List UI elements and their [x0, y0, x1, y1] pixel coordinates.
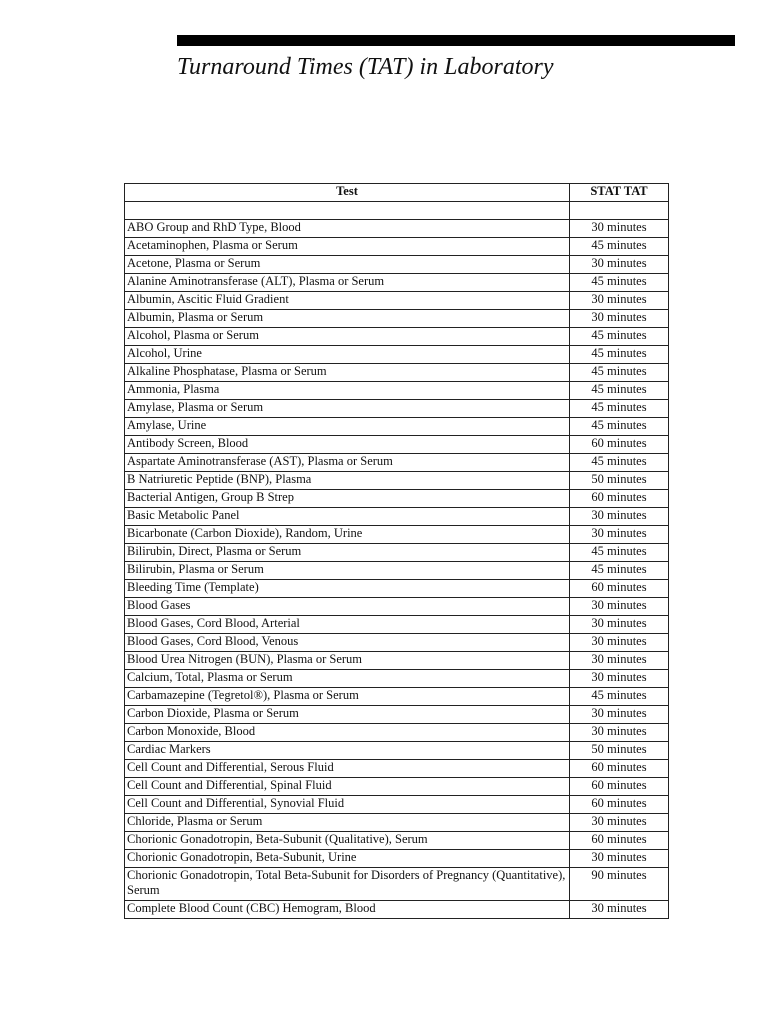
table-row — [125, 598, 669, 616]
stat-tat-cell: 45 minutes — [570, 562, 669, 580]
table-row — [125, 274, 669, 292]
test-name-cell: Alcohol, Plasma or Serum — [125, 328, 570, 346]
table-row — [125, 418, 669, 436]
stat-tat-cell: 60 minutes — [570, 778, 669, 796]
stat-tat-cell: 45 minutes — [570, 346, 669, 364]
table-header-row — [125, 184, 669, 202]
column-header-test: Test — [125, 184, 570, 202]
stat-tat-cell: 30 minutes — [570, 670, 669, 688]
table-row — [125, 796, 669, 814]
test-name-cell: Blood Urea Nitrogen (BUN), Plasma or Serum — [125, 652, 570, 670]
stat-tat-cell: 30 minutes — [570, 310, 669, 328]
test-name-cell: Ammonia, Plasma — [125, 382, 570, 400]
test-name-cell: ABO Group and RhD Type, Blood — [125, 220, 570, 238]
stat-tat-cell: 60 minutes — [570, 490, 669, 508]
stat-tat-cell: 45 minutes — [570, 544, 669, 562]
test-name-cell: Chorionic Gonadotropin, Beta-Subunit, Urine — [125, 850, 570, 868]
stat-tat-cell: 30 minutes — [570, 292, 669, 310]
stat-tat-cell: 30 minutes — [570, 508, 669, 526]
table-row — [125, 346, 669, 364]
stat-tat-cell: 45 minutes — [570, 382, 669, 400]
stat-tat-cell: 30 minutes — [570, 598, 669, 616]
test-name-cell: Alanine Aminotransferase (ALT), Plasma or Serum — [125, 274, 570, 292]
stat-tat-cell: 45 minutes — [570, 400, 669, 418]
table-row — [125, 652, 669, 670]
table-row — [125, 832, 669, 850]
table-row — [125, 490, 669, 508]
stat-tat-cell: 30 minutes — [570, 256, 669, 274]
stat-tat-cell: 45 minutes — [570, 364, 669, 382]
stat-tat-cell: 60 minutes — [570, 436, 669, 454]
table-row — [125, 544, 669, 562]
table-row — [125, 220, 669, 238]
test-name-cell: Bilirubin, Direct, Plasma or Serum — [125, 544, 570, 562]
test-name-cell: Bleeding Time (Template) — [125, 580, 570, 598]
stat-tat-cell: 60 minutes — [570, 832, 669, 850]
stat-tat-cell: 30 minutes — [570, 901, 669, 919]
table-row — [125, 901, 669, 919]
test-name-cell: Cardiac Markers — [125, 742, 570, 760]
table-row — [125, 454, 669, 472]
test-name-cell: Blood Gases, Cord Blood, Arterial — [125, 616, 570, 634]
title-rule — [177, 35, 735, 46]
stat-tat-cell: 50 minutes — [570, 472, 669, 490]
stat-tat-cell: 45 minutes — [570, 418, 669, 436]
table-row — [125, 508, 669, 526]
stat-tat-cell: 45 minutes — [570, 238, 669, 256]
stat-tat-cell: 90 minutes — [570, 868, 669, 901]
stat-tat-cell: 30 minutes — [570, 526, 669, 544]
stat-tat-cell: 60 minutes — [570, 796, 669, 814]
table-spacer-row — [125, 202, 669, 220]
test-name-cell: Alkaline Phosphatase, Plasma or Serum — [125, 364, 570, 382]
test-name-cell: Chorionic Gonadotropin, Beta-Subunit (Qualitative), Serum — [125, 832, 570, 850]
test-name-cell: Bicarbonate (Carbon Dioxide), Random, Urine — [125, 526, 570, 544]
stat-tat-cell: 60 minutes — [570, 760, 669, 778]
test-name-cell: Cell Count and Differential, Synovial Fluid — [125, 796, 570, 814]
table-row — [125, 850, 669, 868]
stat-tat-cell: 50 minutes — [570, 742, 669, 760]
stat-tat-cell: 30 minutes — [570, 616, 669, 634]
test-name-cell: Cell Count and Differential, Spinal Fluid — [125, 778, 570, 796]
spacer-cell — [125, 202, 570, 220]
stat-tat-cell: 30 minutes — [570, 634, 669, 652]
turnaround-table — [124, 183, 669, 919]
test-name-cell: Chloride, Plasma or Serum — [125, 814, 570, 832]
spacer-cell — [570, 202, 669, 220]
test-name-cell: Bacterial Antigen, Group B Strep — [125, 490, 570, 508]
table-row — [125, 868, 669, 901]
stat-tat-cell: 30 minutes — [570, 706, 669, 724]
table-row — [125, 526, 669, 544]
test-name-cell: Acetaminophen, Plasma or Serum — [125, 238, 570, 256]
table-row — [125, 328, 669, 346]
test-name-cell: Carbon Monoxide, Blood — [125, 724, 570, 742]
table-row — [125, 400, 669, 418]
table-row — [125, 670, 669, 688]
table-row — [125, 310, 669, 328]
test-name-cell: Carbon Dioxide, Plasma or Serum — [125, 706, 570, 724]
table-row — [125, 562, 669, 580]
test-name-cell: Amylase, Plasma or Serum — [125, 400, 570, 418]
table-row — [125, 364, 669, 382]
page-title: Turnaround Times (TAT) in Laboratory — [177, 54, 554, 80]
test-name-cell: Bilirubin, Plasma or Serum — [125, 562, 570, 580]
table-row — [125, 688, 669, 706]
table-row — [125, 742, 669, 760]
table-row — [125, 382, 669, 400]
test-name-cell: Albumin, Ascitic Fluid Gradient — [125, 292, 570, 310]
stat-tat-cell: 60 minutes — [570, 580, 669, 598]
test-name-cell: Antibody Screen, Blood — [125, 436, 570, 454]
test-name-cell: Basic Metabolic Panel — [125, 508, 570, 526]
table-row — [125, 580, 669, 598]
stat-tat-cell: 45 minutes — [570, 274, 669, 292]
table-row — [125, 238, 669, 256]
test-name-cell: Cell Count and Differential, Serous Fluid — [125, 760, 570, 778]
table-row — [125, 760, 669, 778]
table-row — [125, 616, 669, 634]
stat-tat-cell: 45 minutes — [570, 688, 669, 706]
test-name-cell: Carbamazepine (Tegretol®), Plasma or Serum — [125, 688, 570, 706]
stat-tat-cell: 30 minutes — [570, 850, 669, 868]
table-row — [125, 706, 669, 724]
test-name-cell: Albumin, Plasma or Serum — [125, 310, 570, 328]
table-row — [125, 724, 669, 742]
stat-tat-cell: 30 minutes — [570, 724, 669, 742]
test-name-cell: Blood Gases, Cord Blood, Venous — [125, 634, 570, 652]
table-row — [125, 814, 669, 832]
table-row — [125, 292, 669, 310]
table-row — [125, 472, 669, 490]
table-row — [125, 778, 669, 796]
stat-tat-cell: 30 minutes — [570, 814, 669, 832]
test-name-cell: B Natriuretic Peptide (BNP), Plasma — [125, 472, 570, 490]
test-name-cell: Complete Blood Count (CBC) Hemogram, Blood — [125, 901, 570, 919]
stat-tat-cell: 45 minutes — [570, 328, 669, 346]
table-row — [125, 634, 669, 652]
test-name-cell: Chorionic Gonadotropin, Total Beta-Subunit for Disorders of Pregnancy (Quantitative), Serum — [125, 868, 570, 901]
stat-tat-cell: 30 minutes — [570, 652, 669, 670]
test-name-cell: Blood Gases — [125, 598, 570, 616]
test-name-cell: Aspartate Aminotransferase (AST), Plasma or Serum — [125, 454, 570, 472]
table-row — [125, 436, 669, 454]
test-name-cell: Amylase, Urine — [125, 418, 570, 436]
stat-tat-cell: 45 minutes — [570, 454, 669, 472]
table-body — [125, 202, 669, 919]
stat-tat-cell: 30 minutes — [570, 220, 669, 238]
test-name-cell: Alcohol, Urine — [125, 346, 570, 364]
test-name-cell: Acetone, Plasma or Serum — [125, 256, 570, 274]
test-name-cell: Calcium, Total, Plasma or Serum — [125, 670, 570, 688]
table-row — [125, 256, 669, 274]
column-header-stat-tat: STAT TAT — [570, 184, 669, 202]
